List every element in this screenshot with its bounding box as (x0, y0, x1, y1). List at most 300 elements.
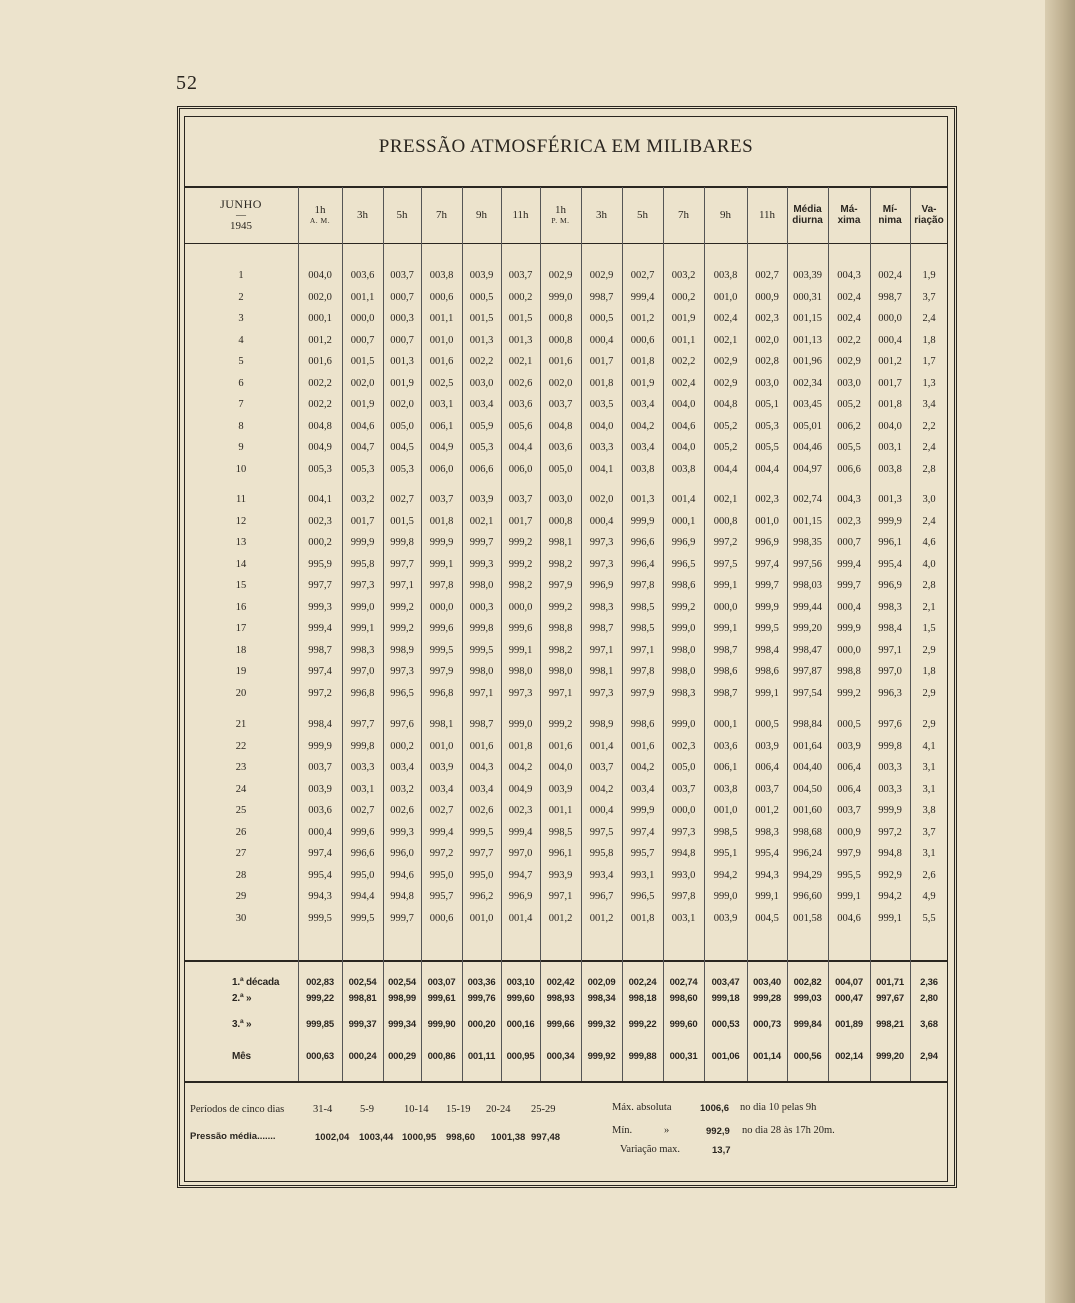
value-cell: 997,0 (878, 666, 902, 677)
value-cell: 003,3 (350, 762, 375, 773)
value-cell: 997,2 (878, 827, 902, 838)
value-cell: 001,2 (589, 913, 614, 924)
value-cell: 999,9 (630, 516, 655, 527)
value-cell: 998,0 (671, 645, 696, 656)
value-cell: 994,3 (308, 891, 332, 902)
value-cell: 997,7 (469, 848, 494, 859)
value-cell: 997,9 (630, 688, 655, 699)
summary-cell: 002,82 (793, 977, 822, 988)
value-cell: 005,5 (755, 442, 779, 453)
day-cell: 26 (235, 827, 247, 838)
value-cell: 998,2 (548, 645, 573, 656)
value-cell: 000,2 (390, 741, 414, 752)
period-label: A. M. (309, 216, 331, 225)
value-cell: 001,1 (429, 313, 454, 324)
summary-cell: 000,86 (427, 1051, 456, 1062)
value-cell: 998,68 (793, 827, 822, 838)
pressure-value: 997,48 (531, 1132, 561, 1143)
value-cell: 005,1 (755, 399, 779, 410)
value-cell: 998,2 (548, 559, 573, 570)
value-cell: 003,6 (308, 805, 332, 816)
value-cell: 996,7 (589, 891, 614, 902)
table-row (184, 373, 948, 394)
value-cell: 006,2 (837, 421, 861, 432)
value-cell: 001,4 (671, 494, 696, 505)
value-cell: 999,5 (469, 645, 494, 656)
month-label: JUNHO (220, 196, 262, 211)
value-cell: 999,1 (755, 891, 779, 902)
value-cell: 002,5 (429, 378, 454, 389)
value-cell: 996,5 (671, 559, 696, 570)
value-cell: 998,47 (793, 645, 822, 656)
value-cell: 994,8 (878, 848, 902, 859)
value-cell: 004,46 (793, 442, 822, 453)
value-cell: 003,1 (878, 442, 902, 453)
value-cell: 001,4 (508, 913, 533, 924)
value-cell: 999,1 (350, 623, 375, 634)
value-cell: 995,8 (350, 559, 375, 570)
value-cell: 002,4 (671, 378, 696, 389)
value-cell: 994,3 (755, 870, 779, 881)
summary-cell: 999,20 (876, 1051, 904, 1062)
month-dash: — (236, 209, 246, 221)
value-cell: 999,0 (350, 602, 375, 613)
value-cell: 002,8 (755, 356, 779, 367)
day-cell: 28 (235, 870, 247, 881)
value-cell: 995,4 (308, 870, 332, 881)
value-cell: 005,6 (508, 421, 533, 432)
day-cell: 15 (235, 580, 247, 591)
summary-cell: 001,71 (876, 977, 904, 988)
value-cell: 000,5 (755, 719, 779, 730)
summary-cell: 003,47 (711, 977, 740, 988)
value-cell: 003,2 (671, 270, 696, 281)
value-cell: 003,8 (713, 784, 738, 795)
value-cell: 004,50 (793, 784, 822, 795)
value-cell: 999,5 (429, 645, 454, 656)
value-cell: 002,2 (308, 399, 332, 410)
value-cell: 999,0 (508, 719, 533, 730)
year-label: 1945 (230, 219, 252, 232)
value-cell: 004,5 (755, 913, 779, 924)
value-cell: 999,0 (671, 623, 696, 634)
value-cell: 997,6 (878, 719, 902, 730)
value-cell: 4,1 (922, 741, 936, 752)
value-cell: 001,15 (793, 313, 822, 324)
value-cell: 999,2 (390, 602, 414, 613)
value-cell: 999,8 (469, 623, 494, 634)
value-cell: 003,7 (508, 494, 533, 505)
summary-cell: 998,18 (628, 993, 657, 1004)
value-cell: 997,2 (713, 537, 738, 548)
value-cell: 994,4 (350, 891, 375, 902)
value-cell: 001,9 (350, 399, 375, 410)
value-cell: 002,1 (508, 356, 533, 367)
value-cell: 004,3 (837, 270, 861, 281)
value-cell: 998,4 (755, 645, 779, 656)
value-cell: 000,0 (837, 645, 861, 656)
value-cell: 000,0 (671, 805, 696, 816)
value-cell: 996,4 (630, 559, 655, 570)
hour-label: 7h (436, 208, 447, 221)
value-cell: 2,4 (922, 442, 936, 453)
table-row (184, 757, 948, 778)
table-row (184, 416, 948, 437)
value-cell: 996,24 (793, 848, 822, 859)
summary-cell: 998,81 (348, 993, 377, 1004)
value-cell: 999,9 (308, 741, 332, 752)
value-cell: 000,1 (308, 313, 332, 324)
value-cell: 998,7 (308, 645, 332, 656)
value-cell: 006,0 (508, 464, 533, 475)
min-text: no dia 28 às 17h 20m. (742, 1125, 835, 1136)
value-cell: 003,7 (548, 399, 573, 410)
day-cell: 22 (235, 741, 247, 752)
value-cell: 997,0 (508, 848, 533, 859)
summary-cell: 002,54 (348, 977, 377, 988)
value-cell: 001,6 (429, 356, 454, 367)
value-cell: 002,4 (713, 313, 738, 324)
value-cell: 998,3 (350, 645, 375, 656)
value-cell: 002,0 (308, 292, 332, 303)
summary-cell: 999,84 (793, 1019, 822, 1030)
value-cell: 999,4 (837, 559, 861, 570)
value-cell: 997,54 (793, 688, 822, 699)
value-cell: 005,9 (469, 421, 494, 432)
value-cell: 003,7 (837, 805, 861, 816)
table-row (184, 287, 948, 308)
value-cell: 996,6 (350, 848, 375, 859)
value-cell: 999,2 (548, 719, 573, 730)
value-cell: 006,4 (837, 784, 861, 795)
value-cell: 000,5 (837, 719, 861, 730)
value-cell: 000,7 (837, 537, 861, 548)
value-cell: 995,7 (429, 891, 454, 902)
value-cell: 996,5 (390, 688, 414, 699)
value-cell: 003,4 (469, 784, 494, 795)
value-cell: 996,8 (429, 688, 454, 699)
value-cell: 003,0 (755, 378, 779, 389)
value-cell: 999,6 (429, 623, 454, 634)
day-cell: 30 (235, 913, 247, 924)
value-cell: 003,1 (671, 913, 696, 924)
day-cell: 23 (235, 762, 247, 773)
value-cell: 000,6 (429, 913, 454, 924)
value-cell: 1,8 (922, 666, 936, 677)
value-cell: 003,3 (878, 762, 902, 773)
value-cell: 998,0 (671, 666, 696, 677)
value-cell: 002,1 (469, 516, 494, 527)
value-cell: 000,2 (308, 537, 332, 548)
period-range: 5-9 (360, 1104, 374, 1115)
table-title: PRESSÃO ATMOSFÉRICA EM MILIBARES (378, 136, 754, 157)
table-row (184, 554, 948, 575)
value-cell: 998,2 (508, 580, 533, 591)
stat-header-text: nima (878, 215, 902, 226)
value-cell: 001,6 (548, 356, 573, 367)
summary-cell: 002,09 (587, 977, 616, 988)
summary-cell: 002,74 (669, 977, 698, 988)
summary-cell: 000,63 (306, 1051, 334, 1062)
value-cell: 000,7 (350, 335, 375, 346)
hour-label: 1h (314, 204, 326, 217)
value-cell: 001,0 (755, 516, 779, 527)
value-cell: 006,4 (755, 762, 779, 773)
value-cell: 003,0 (548, 494, 573, 505)
day-cell: 16 (235, 602, 247, 613)
min-value: 992,9 (706, 1126, 730, 1137)
summary-cell: 999,92 (587, 1051, 616, 1062)
value-cell: 998,84 (793, 719, 822, 730)
value-cell: 4,6 (922, 537, 936, 548)
value-cell: 998,3 (589, 602, 614, 613)
value-cell: 998,03 (793, 580, 822, 591)
value-cell: 999,9 (350, 537, 375, 548)
value-cell: 999,9 (878, 516, 902, 527)
value-cell: 997,1 (548, 891, 573, 902)
value-cell: 997,8 (630, 666, 655, 677)
value-cell: 997,9 (548, 580, 573, 591)
table-row (184, 330, 948, 351)
value-cell: 997,2 (429, 848, 454, 859)
value-cell: 001,3 (630, 494, 655, 505)
summary-row (184, 1014, 948, 1035)
summary-cell: 999,66 (546, 1019, 575, 1030)
value-cell: 002,9 (837, 356, 861, 367)
value-cell: 003,8 (429, 270, 454, 281)
value-cell: 003,7 (755, 784, 779, 795)
value-cell: 997,1 (548, 688, 573, 699)
stat-header (787, 188, 828, 242)
value-cell: 003,7 (308, 762, 332, 773)
value-cell: 998,5 (713, 827, 738, 838)
value-cell: 999,1 (429, 559, 454, 570)
table-row (184, 736, 948, 757)
value-cell: 001,5 (390, 516, 414, 527)
value-cell: 003,9 (469, 494, 494, 505)
day-cell: 8 (238, 421, 244, 432)
value-cell: 997,1 (390, 580, 414, 591)
value-cell: 997,1 (589, 645, 614, 656)
value-cell: 999,9 (429, 537, 454, 548)
summary-cell: 999,88 (628, 1051, 657, 1062)
value-cell: 995,0 (469, 870, 494, 881)
value-cell: 998,7 (713, 688, 738, 699)
summary-cell: 003,10 (506, 977, 535, 988)
value-cell: 996,5 (630, 891, 655, 902)
value-cell: 004,6 (837, 913, 861, 924)
value-cell: 001,2 (630, 313, 655, 324)
value-cell: 998,3 (755, 827, 779, 838)
value-cell: 001,0 (713, 292, 738, 303)
value-cell: 999,1 (878, 913, 902, 924)
value-cell: 995,0 (429, 870, 454, 881)
value-cell: 999,7 (390, 913, 414, 924)
value-cell: 999,4 (308, 623, 332, 634)
summary-cell: 002,24 (628, 977, 657, 988)
value-cell: 998,35 (793, 537, 822, 548)
footer-rule (184, 1081, 948, 1083)
value-cell: 000,0 (350, 313, 375, 324)
value-cell: 998,6 (630, 719, 655, 730)
value-cell: 003,39 (793, 270, 822, 281)
value-cell: 001,58 (793, 913, 822, 924)
summary-cell: 998,99 (388, 993, 416, 1004)
value-cell: 003,6 (713, 741, 738, 752)
value-cell: 004,0 (548, 762, 573, 773)
page-number: 52 (176, 72, 198, 94)
value-cell: 999,3 (390, 827, 414, 838)
value-cell: 998,7 (589, 623, 614, 634)
min-ditto: » (664, 1125, 670, 1136)
value-cell: 004,0 (671, 399, 696, 410)
value-cell: 004,97 (793, 464, 822, 475)
value-cell: 994,8 (390, 891, 414, 902)
value-cell: 999,3 (308, 602, 332, 613)
table-row (184, 886, 948, 907)
value-cell: 2,9 (922, 719, 936, 730)
value-cell: 993,9 (548, 870, 573, 881)
hour-header (581, 188, 622, 242)
table-row (184, 714, 948, 735)
value-cell: 000,3 (469, 602, 494, 613)
value-cell: 998,3 (878, 602, 902, 613)
value-cell: 998,0 (469, 580, 494, 591)
summary-cell: 2,80 (920, 993, 938, 1004)
value-cell: 002,3 (837, 516, 861, 527)
summary-cell: 002,83 (306, 977, 334, 988)
summary-cell: 998,60 (669, 993, 698, 1004)
value-cell: 999,3 (469, 559, 494, 570)
table-row (184, 394, 948, 415)
value-cell: 002,7 (390, 494, 414, 505)
value-cell: 997,7 (308, 580, 332, 591)
table-row (184, 618, 948, 639)
month-header (184, 188, 298, 242)
value-cell: 996,9 (878, 580, 902, 591)
value-cell: 002,0 (548, 378, 573, 389)
value-cell: 998,4 (878, 623, 902, 634)
value-cell: 998,0 (548, 666, 573, 677)
value-cell: 001,1 (548, 805, 573, 816)
value-cell: 997,56 (793, 559, 822, 570)
value-cell: 000,4 (837, 602, 861, 613)
summary-cell: 003,36 (467, 977, 496, 988)
value-cell: 002,9 (589, 270, 614, 281)
value-cell: 998,0 (508, 666, 533, 677)
value-cell: 995,9 (308, 559, 332, 570)
value-cell: 995,4 (755, 848, 779, 859)
value-cell: 2,4 (922, 516, 936, 527)
stat-header-text: Mí- (882, 203, 898, 215)
value-cell: 001,13 (793, 335, 822, 346)
value-cell: 000,1 (671, 516, 696, 527)
hour-label: 11h (758, 208, 776, 221)
day-cell: 17 (235, 623, 247, 634)
value-cell: 001,0 (429, 335, 454, 346)
value-cell: 000,8 (548, 313, 573, 324)
value-cell: 998,1 (589, 666, 614, 677)
value-cell: 998,5 (630, 602, 655, 613)
hour-label: 9h (476, 208, 487, 221)
summary-cell: 000,56 (793, 1051, 822, 1062)
value-cell: 997,4 (755, 559, 779, 570)
table-row (184, 265, 948, 286)
value-cell: 004,2 (508, 762, 533, 773)
hour-label: 7h (678, 208, 689, 221)
value-cell: 999,1 (837, 891, 861, 902)
summary-cell: 000,34 (546, 1051, 575, 1062)
summary-cell: 002,54 (388, 977, 416, 988)
value-cell: 999,2 (390, 623, 414, 634)
value-cell: 003,7 (390, 270, 414, 281)
hour-label: 11h (512, 208, 529, 221)
value-cell: 003,3 (878, 784, 902, 795)
period-range: 31-4 (313, 1104, 333, 1115)
summary-cell: 001,06 (711, 1051, 740, 1062)
value-cell: 997,5 (713, 559, 738, 570)
day-cell: 11 (235, 494, 247, 505)
day-cell: 6 (238, 378, 244, 389)
value-cell: 003,9 (469, 270, 494, 281)
value-cell: 2,9 (922, 645, 936, 656)
value-cell: 005,3 (755, 421, 779, 432)
value-cell: 001,2 (878, 356, 902, 367)
value-cell: 2,8 (922, 580, 936, 591)
period-label: P. M. (551, 216, 570, 225)
value-cell: 998,7 (713, 645, 738, 656)
value-cell: 997,8 (429, 580, 454, 591)
value-cell: 002,7 (429, 805, 454, 816)
hour-header (704, 188, 747, 242)
value-cell: 003,5 (589, 399, 614, 410)
value-cell: 3,7 (922, 827, 936, 838)
value-cell: 004,4 (755, 464, 779, 475)
value-cell: 996,8 (350, 688, 375, 699)
value-cell: 003,1 (350, 784, 375, 795)
value-cell: 993,1 (630, 870, 655, 881)
value-cell: 005,0 (548, 464, 573, 475)
value-cell: 999,6 (350, 827, 375, 838)
value-cell: 000,4 (878, 335, 902, 346)
value-cell: 997,6 (390, 719, 414, 730)
value-cell: 998,7 (589, 292, 614, 303)
value-cell: 001,6 (630, 741, 655, 752)
value-cell: 002,6 (469, 805, 494, 816)
table-row (184, 865, 948, 886)
value-cell: 998,5 (630, 623, 655, 634)
value-cell: 002,0 (390, 399, 414, 410)
value-cell: 001,7 (878, 378, 902, 389)
value-cell: 005,2 (713, 421, 738, 432)
value-cell: 004,0 (308, 270, 332, 281)
value-cell: 000,31 (793, 292, 822, 303)
value-cell: 004,7 (350, 442, 375, 453)
value-cell: 003,9 (713, 913, 738, 924)
day-cell: 13 (235, 537, 247, 548)
value-cell: 001,15 (793, 516, 822, 527)
hour-header (383, 188, 421, 242)
value-cell: 997,8 (630, 580, 655, 591)
value-cell: 994,8 (671, 848, 696, 859)
value-cell: 2,4 (922, 313, 936, 324)
value-cell: 004,2 (589, 784, 614, 795)
value-cell: 994,6 (390, 870, 414, 881)
value-cell: 997,3 (589, 688, 614, 699)
table-row (184, 800, 948, 821)
value-cell: 993,4 (589, 870, 614, 881)
value-cell: 4,0 (922, 559, 936, 570)
